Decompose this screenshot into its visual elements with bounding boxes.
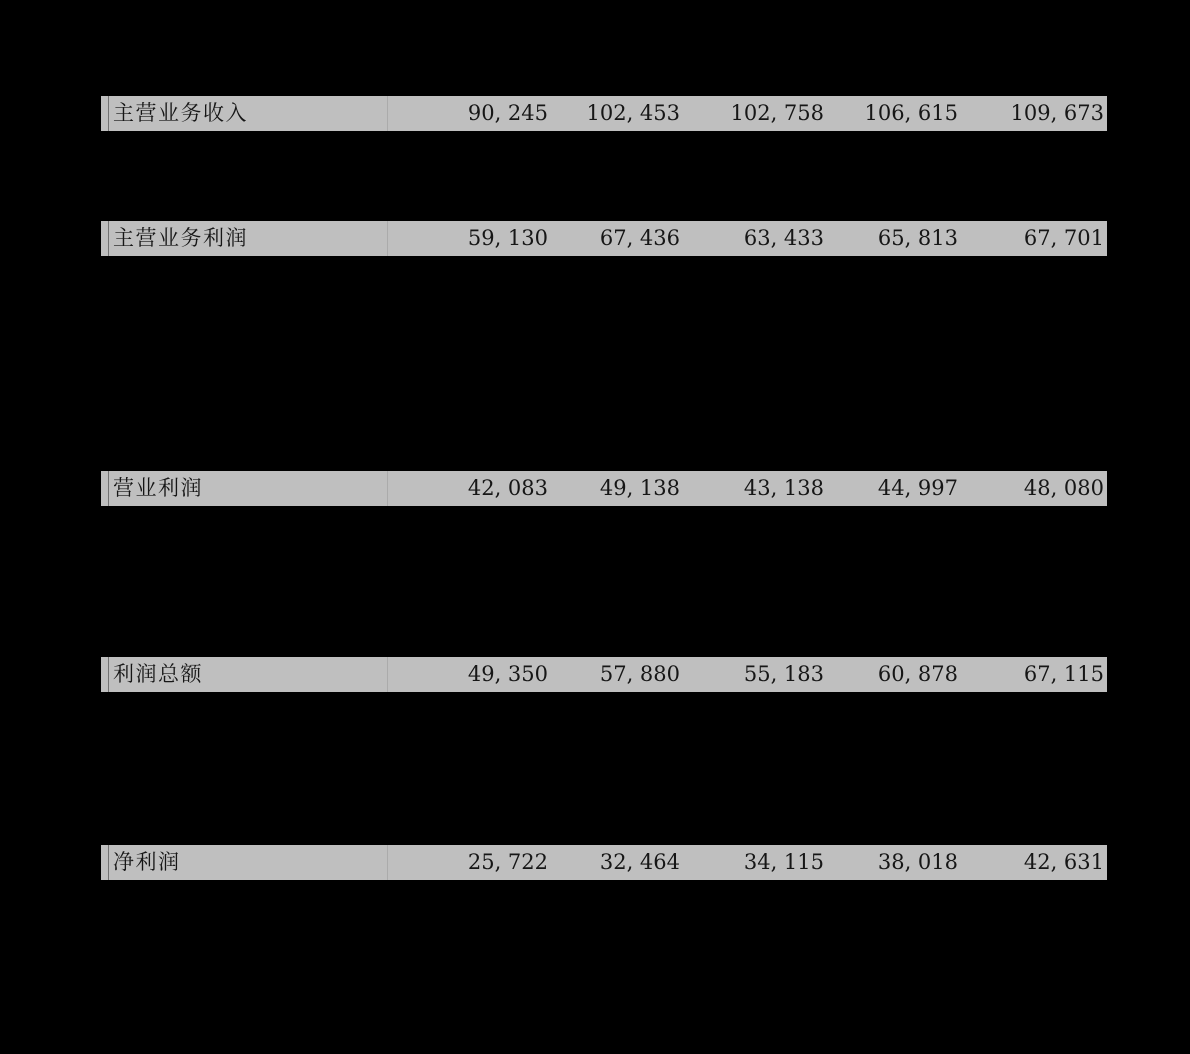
row-value: 67, 701 [1023, 226, 1104, 250]
row-label: 主营业务利润 [113, 226, 248, 250]
row-value: 48, 080 [1023, 476, 1104, 500]
row-value: 49, 138 [599, 476, 680, 500]
table-row [101, 657, 1107, 692]
row-value: 60, 878 [877, 662, 958, 686]
row-label: 营业利润 [113, 476, 203, 500]
grid-divider [387, 471, 388, 506]
row-value: 102, 453 [586, 101, 680, 125]
row-value: 102, 758 [730, 101, 824, 125]
row-label: 主营业务收入 [113, 101, 248, 125]
row-value: 34, 115 [743, 850, 824, 874]
row-value: 109, 673 [1010, 101, 1104, 125]
row-value: 49, 350 [467, 662, 548, 686]
row-value: 38, 018 [877, 850, 958, 874]
row-value: 32, 464 [599, 850, 680, 874]
row-value: 63, 433 [743, 226, 824, 250]
row-value: 67, 115 [1023, 662, 1104, 686]
grid-divider [387, 845, 388, 880]
row-value: 44, 997 [877, 476, 958, 500]
row-value: 106, 615 [864, 101, 958, 125]
grid-divider [108, 845, 109, 880]
row-label: 净利润 [113, 850, 181, 874]
table-row [101, 221, 1107, 256]
row-value: 67, 436 [599, 226, 680, 250]
table-row [101, 96, 1107, 131]
row-value: 59, 130 [467, 226, 548, 250]
table-row [101, 845, 1107, 880]
grid-divider [387, 96, 388, 131]
row-value: 57, 880 [599, 662, 680, 686]
row-value: 42, 631 [1023, 850, 1104, 874]
grid-divider [108, 96, 109, 131]
row-value: 55, 183 [743, 662, 824, 686]
row-value: 42, 083 [467, 476, 548, 500]
grid-divider [387, 221, 388, 256]
row-value: 25, 722 [467, 850, 548, 874]
grid-divider [108, 657, 109, 692]
row-value: 43, 138 [743, 476, 824, 500]
table-row [101, 471, 1107, 506]
grid-divider [108, 471, 109, 506]
grid-divider [108, 221, 109, 256]
row-label: 利润总额 [113, 662, 203, 686]
row-value: 65, 813 [877, 226, 958, 250]
grid-divider [387, 657, 388, 692]
row-value: 90, 245 [467, 101, 548, 125]
